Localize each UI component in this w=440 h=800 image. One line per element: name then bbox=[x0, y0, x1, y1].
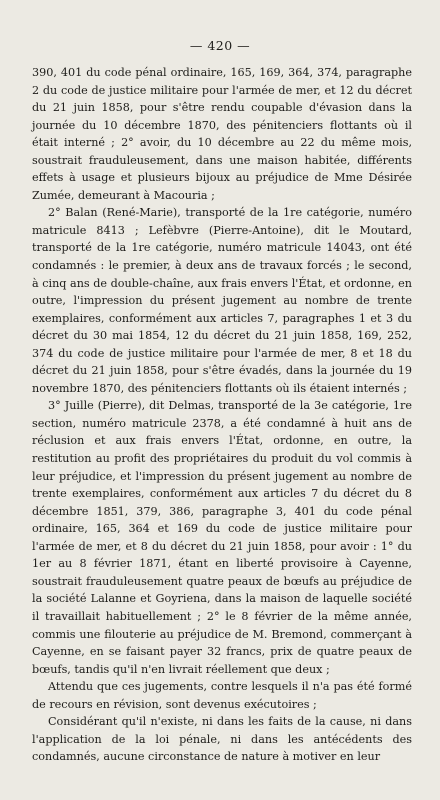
paragraph-item-3: 3° Juille (Pierre), dit Delmas, transporté de la 3e catégorie, 1re section, numéro matricule 2378, a été condamné à huit ans de réclusion et aux frais envers l'État, ordonne, en outre, la restitution au profit des propriétaires du produit du vol commis à leur préjudice, et l'impression du présent jugement au nombre de trente exemplaires, conformément aux articles 7 du décret du 8 décembre 1851, 379, 386, paragraphe 3, 401 du code pénal ordinaire, 165, 364 et 169 du code de justice militaire pour l'armée de mer, et 8 du décret du 21 juin 1858, pour avoir : 1° du 1er au 8 février 1871, étant en liberté provisoire à Cayenne, soustrait frauduleusement quatre peaux de bœufs au préjudice de la société Lalanne et Goyriena, dans la maison de laquelle société il travaillait habituellement ; 2° le 8 février de la même année, commis une filouterie au préjudice de M. Bremond, commerçant à Cayenne, en se faisant payer 32 francs, prix de quatre peaux de bœufs, tandis qu'il n'en livrait réellement que deux ; bbox=[32, 399, 412, 676]
paragraph-continuation: 390, 401 du code pénal ordinaire, 165, 169, 364, 374, paragraphe 2 du code de justice militaire pour l'armée de mer, et 12 du décret du 21 juin 1858, pour s'être rendu coupable d'évasion dans la journée du 10 décembre 1870, des pénitenciers flottants où il était interné ; 2° avoir, du 10 décembre au 22 du même mois, soustrait frauduleusement, dans une maison habitée, différents effets à usage et plusieurs bijoux au préjudice de Mme Désirée Zumée, demeurant à Macouria ; bbox=[32, 66, 412, 202]
paragraph-considerant: Considérant qu'il n'existe, ni dans les faits de la cause, ni dans l'application de la loi pénale, ni dans les antécédents des condamnés, aucune circonstance de nature à motiver en leur bbox=[32, 715, 412, 764]
page-body bbox=[32, 64, 412, 766]
page-number: — 420 — bbox=[189, 38, 251, 53]
paragraph-item-2: 2° Balan (René-Marie), transporté de la 1re catégorie, numéro matricule 8413 ; Lefèbvre (Pierre-Antoine), dit le Moutard, transporté de la 1re catégorie, numéro matricule 14043, ont été condamnés : le premier, à deux ans de travaux forcés ; le second, à cinq ans de double-chaîne, aux frais envers l'État, et ordonne, en outre, l'impression du présent jugement au nombre de trente exemplaires, conformément aux articles 7, paragraphes 1 et 3 du décret du 30 mai 1854, 12 du décret du 21 juin 1858, 169, 252, 374 du code de justice militaire pour l'armée de mer, 8 et 18 du décret du 21 juin 1858, pour s'être évadés, dans la journée du 19 novembre 1870, des pénitenciers flottants où ils étaient internés ; bbox=[32, 206, 412, 395]
paragraph-attendu: Attendu que ces jugements, contre lesquels il n'a pas été formé de recours en révision, sont devenus exécutoires ; bbox=[32, 680, 412, 711]
